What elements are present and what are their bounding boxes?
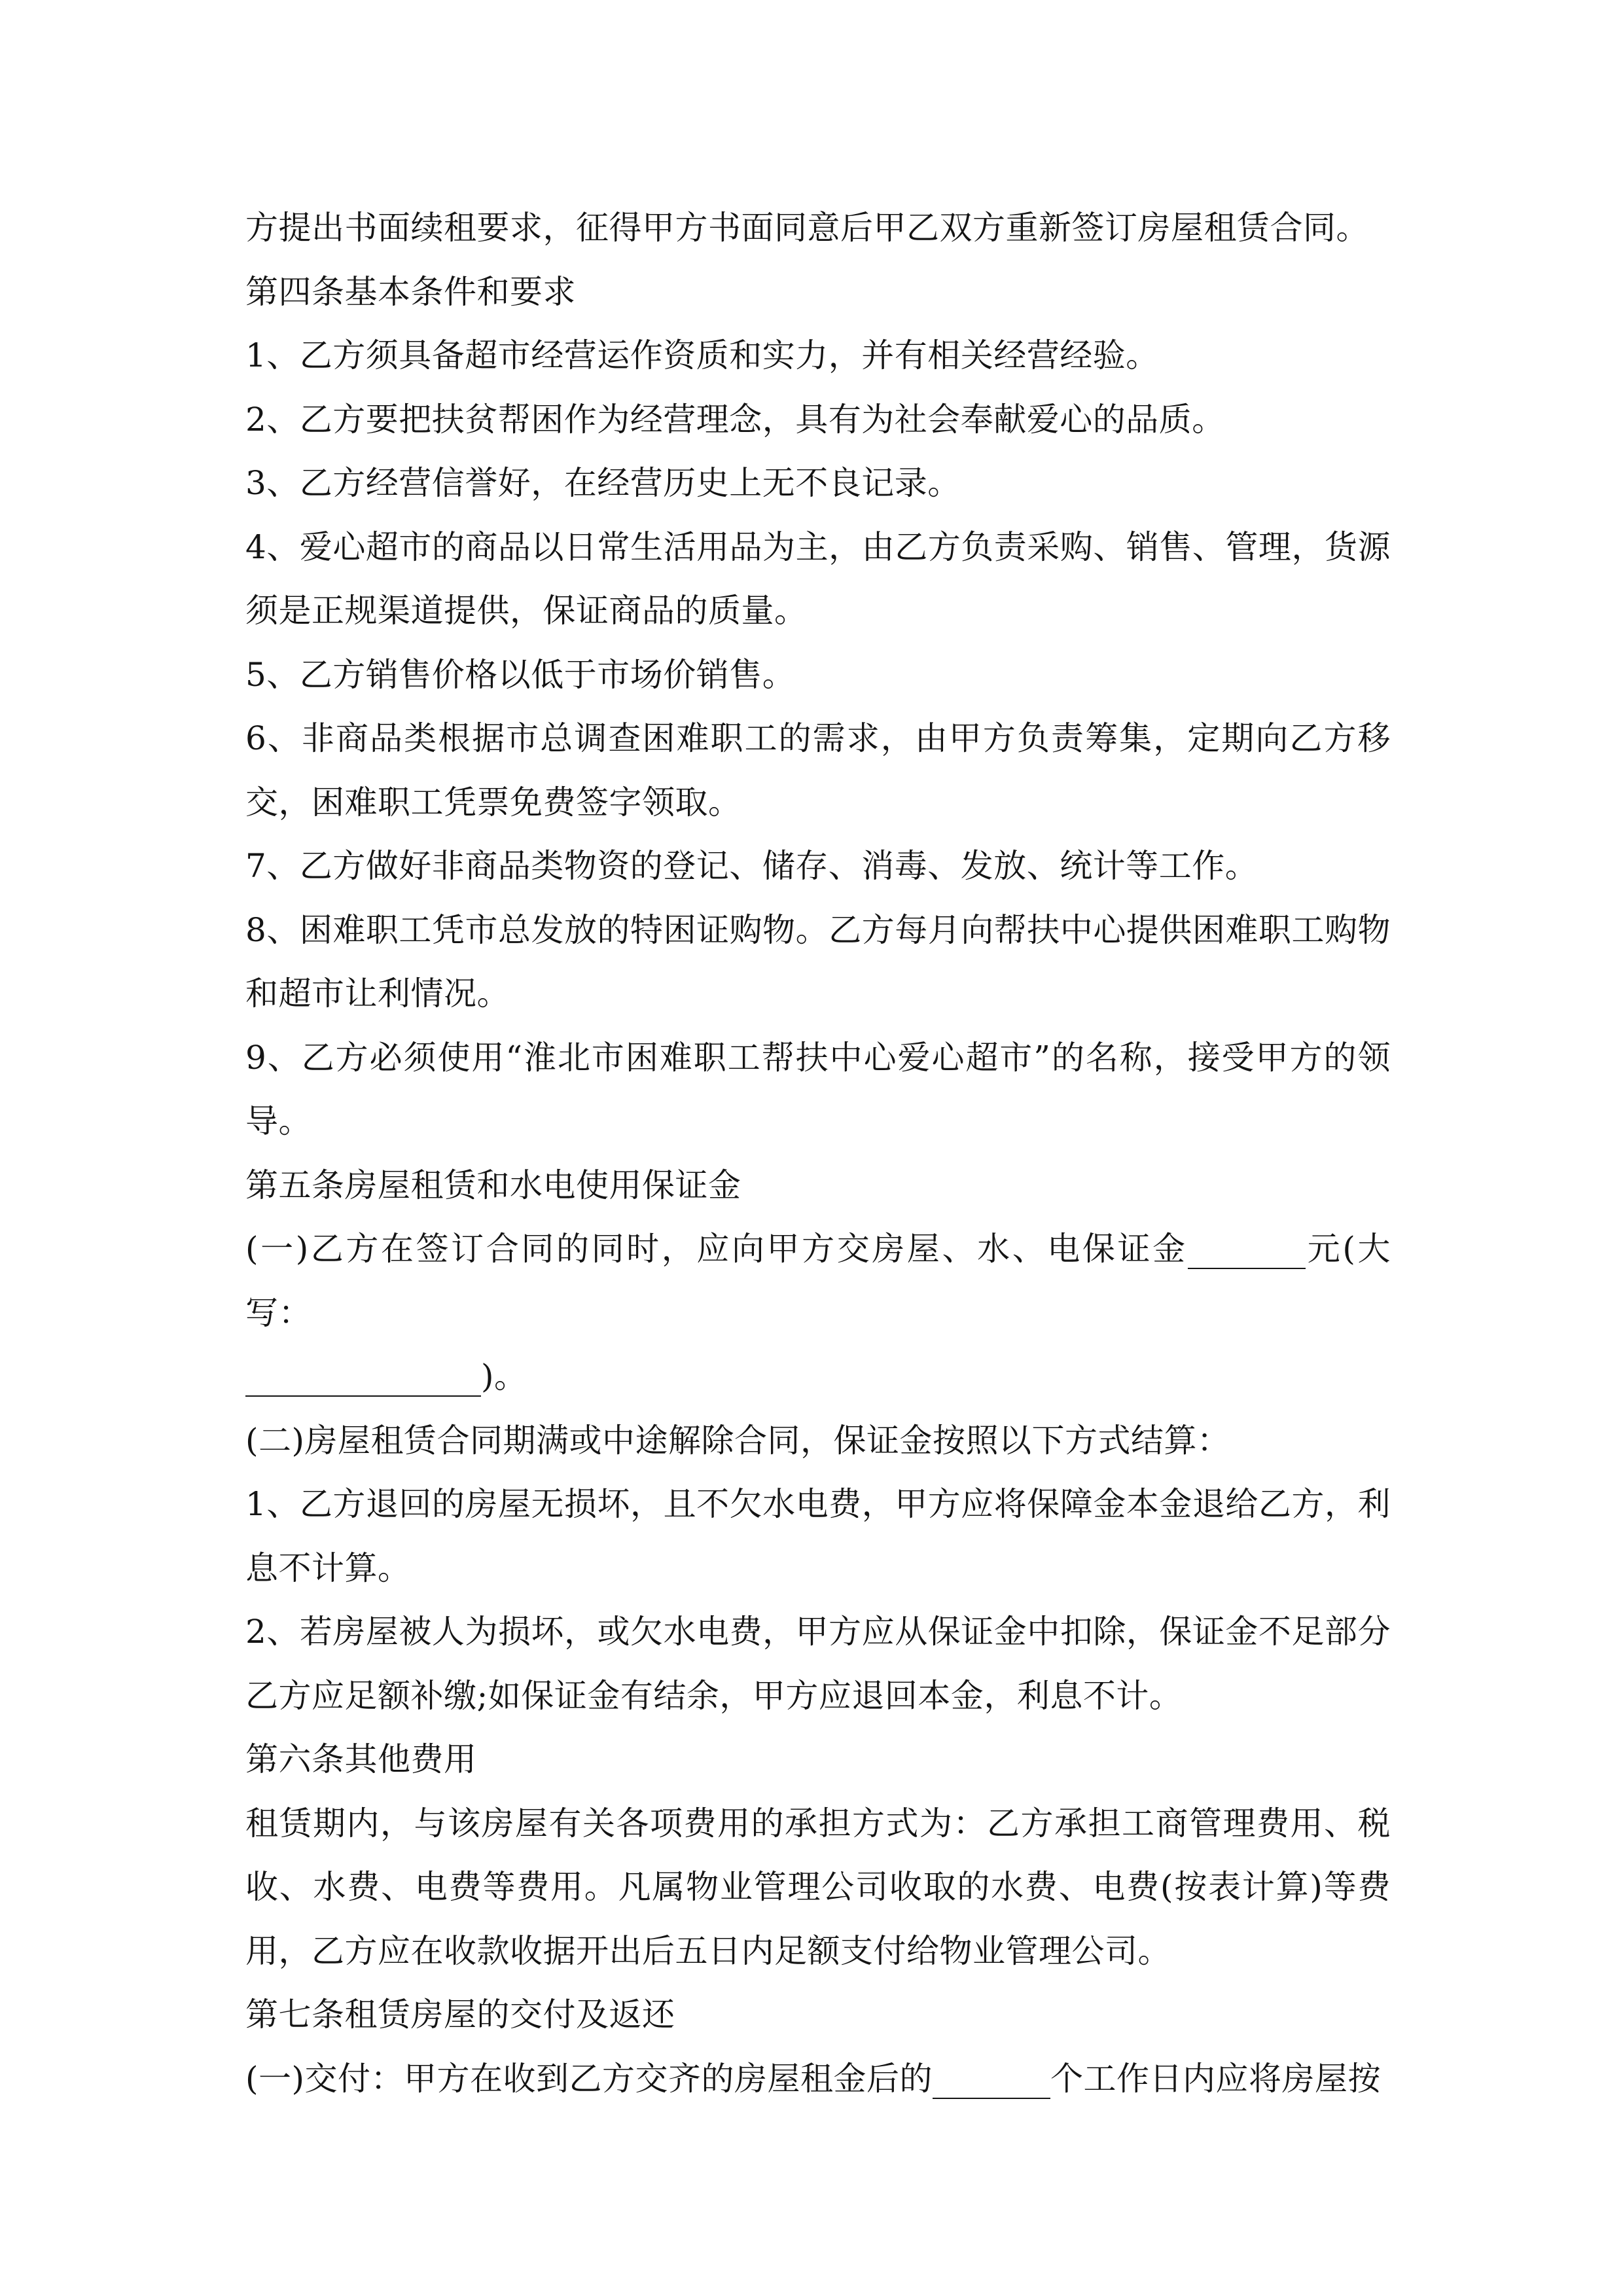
- clause-6-fees: 租赁期内，与该房屋有关各项费用的承担方式为：乙方承担工商管理费用、税收、水费、电费等费用。凡属物业管理公司收取的水费、电费(按表计算)等费用，乙方应在收款收据开出后五日内足额支付给物业管理公司。: [245, 1804, 1391, 1970]
- clause-5-settlement: (二)房屋租赁合同期满或中途解除合同，保证金按照以下方式结算：: [245, 1421, 1230, 1460]
- clause-5-deposit-close: )。: [481, 1357, 527, 1395]
- article-4-heading: 第四条基本条件和要求: [245, 272, 576, 311]
- clause-7-delivery-text: (一)交付：甲方在收到乙方交齐的房屋租金后的: [245, 2059, 933, 2098]
- clause-4-6: 6、非商品类根据市总调查困难职工的需求，由甲方负责筹集，定期向乙方移交，困难职工凭票免费签字领取。: [245, 719, 1391, 821]
- document-body: [245, 196, 1391, 2111]
- article-5-heading: 第五条房屋租赁和水电使用保证金: [245, 1166, 741, 1204]
- deposit-amount-words-blank[interactable]: [245, 1359, 481, 1397]
- clause-4-8: 8、困难职工凭市总发放的特困证购物。乙方每月向帮扶中心提供困难职工购物和超市让利情况。: [245, 910, 1391, 1013]
- clause-4-4: 4、爱心超市的商品以日常生活用品为主，由乙方负责采购、销售、管理，货源须是正规渠道提供，保证商品的质量。: [245, 528, 1391, 630]
- clause-4-7: 7、乙方做好非商品类物资的登记、储存、消毒、发放、统计等工作。: [245, 847, 1258, 885]
- delivery-days-blank[interactable]: [933, 2061, 1050, 2099]
- clause-5-deposit: [245, 1217, 1391, 1409]
- clause-5-settlement-2: 2、若房屋被人为损坏，或欠水电费，甲方应从保证金中扣除，保证金不足部分乙方应足额补缴;如保证金有结余，甲方应退回本金，利息不计。: [245, 1613, 1391, 1715]
- clause-4-5: 5、乙方销售价格以低于市场价销售。: [245, 655, 796, 694]
- deposit-amount-blank[interactable]: [1188, 1231, 1306, 1269]
- clause-4-1: 1、乙方须具备超市经营运作资质和实力，并有相关经营经验。: [245, 336, 1159, 374]
- clause-7-delivery-tail: 个工作日内应将房屋按: [1050, 2059, 1382, 2098]
- clause-4-2: 2、乙方要把扶贫帮困作为经营理念，具有为社会奉献爱心的品质。: [245, 400, 1225, 439]
- clause-5-settlement-1: 1、乙方退回的房屋无损坏，且不欠水电费，甲方应将保障金本金退给乙方，利息不计算。: [245, 1485, 1391, 1587]
- article-6-heading: 第六条其他费用: [245, 1740, 477, 1778]
- clause-4-9: 9、乙方必须使用“淮北市困难职工帮扶中心爱心超市”的名称，接受甲方的领导。: [245, 1038, 1391, 1140]
- clause-4-3: 3、乙方经营信誉好，在经营历史上无不良记录。: [245, 464, 961, 502]
- clause-5-deposit-text: (一)乙方在签订合同的同时，应向甲方交房屋、水、电保证金: [245, 1230, 1188, 1268]
- clause-5-deposit-unit: 元(大写：: [245, 1230, 1391, 1332]
- article-7-heading: 第七条租赁房屋的交付及返还: [245, 1996, 675, 2034]
- clause-7-delivery: [245, 2047, 1391, 2111]
- paragraph-renewal-tail: 方提出书面续租要求，征得甲方书面同意后甲乙双方重新签订房屋租赁合同。: [245, 209, 1369, 247]
